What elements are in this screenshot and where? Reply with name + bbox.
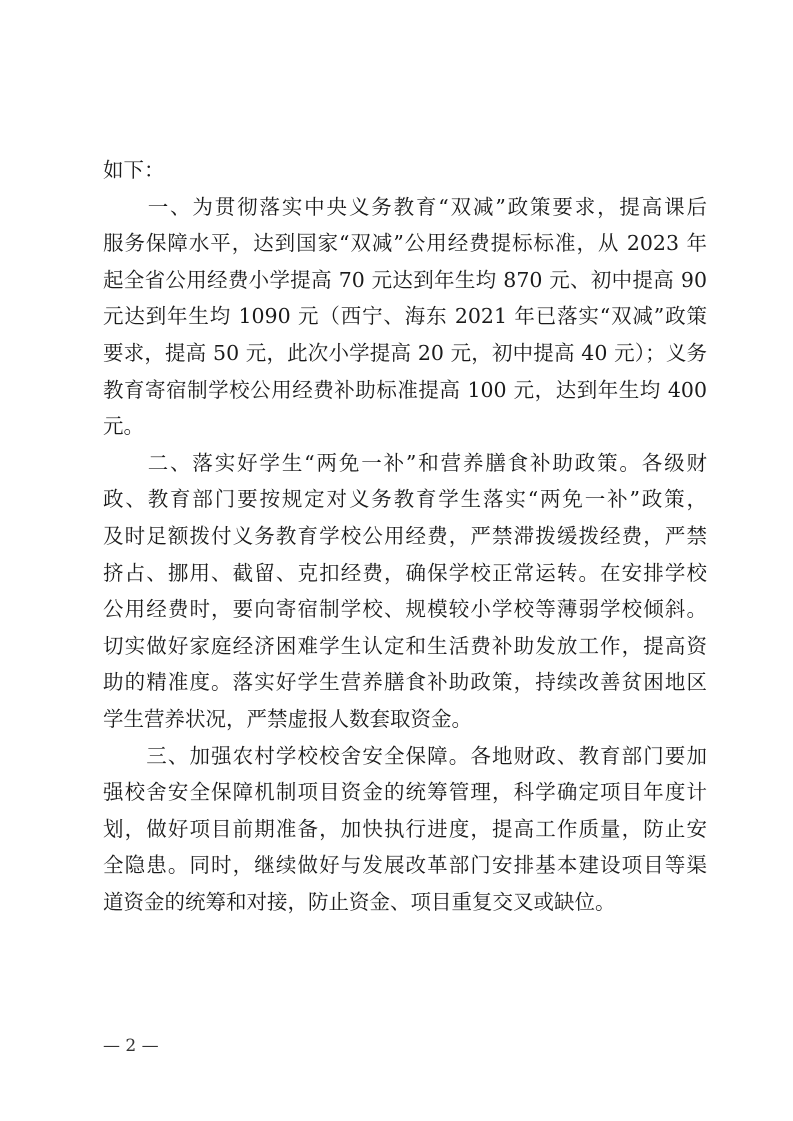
text-line: 全隐患。同时，继续做好与发展改革部门安排基本建设项目等渠 (103, 853, 707, 878)
text-line: 公用经费时，要向寄宿制学校、规模较小学校等薄弱学校倾斜。 (103, 597, 707, 622)
text-line: 一、为贯彻落实中央义务教育“双减”政策要求，提高课后 (103, 194, 707, 219)
text-line: 挤占、挪用、截留、克扣经费，确保学校正常运转。在安排学校 (103, 560, 707, 585)
text-line: 服务保障水平，达到国家“双减”公用经费提标标准，从 2023 年 (103, 231, 707, 256)
text-line: 三、加强农村学校校舍安全保障。各地财政、教育部门要加 (103, 743, 707, 768)
text-line: 切实做好家庭经济困难学生认定和生活费补助发放工作，提高资 (103, 633, 707, 658)
text-line: 强校舍安全保障机制项目资金的统筹管理，科学确定项目年度计 (103, 780, 707, 805)
text-line: 学生营养状况，严禁虚报人数套取资金。 (103, 706, 472, 731)
text-line: 政、教育部门要按规定对义务教育学生落实“两免一补”政策， (103, 487, 707, 512)
text-line: 及时足额拨付义务教育学校公用经费，严禁滞拨缓拨经费，严禁 (103, 523, 707, 548)
text-line: 元达到年生均 1090 元（西宁、海东 2021 年已落实“双减”政策 (103, 304, 707, 329)
text-line: 助的精准度。落实好学生营养膳食补助政策，持续改善贫困地区 (103, 670, 707, 695)
text-line: 教育寄宿制学校公用经费补助标准提高 100 元，达到年生均 400 (103, 377, 707, 402)
body-text (103, 152, 707, 920)
page-number: — 2 — (103, 1036, 159, 1056)
text-line: 如下： (103, 158, 165, 182)
text-line: 起全省公用经费小学提高 70 元达到年生均 870 元、初中提高 90 (103, 267, 707, 292)
text-line: 二、落实好学生“两免一补”和营养膳食补助政策。各级财 (103, 450, 707, 475)
text-line: 划，做好项目前期准备，加快执行进度，提高工作质量，防止安 (103, 816, 707, 841)
text-line: 要求，提高 50 元，此次小学提高 20 元，初中提高 40 元）；义务 (103, 340, 707, 365)
text-line: 道资金的统筹和对接，防止资金、项目重复交叉或缺位。 (103, 889, 616, 914)
text-line: 元。 (103, 414, 144, 439)
